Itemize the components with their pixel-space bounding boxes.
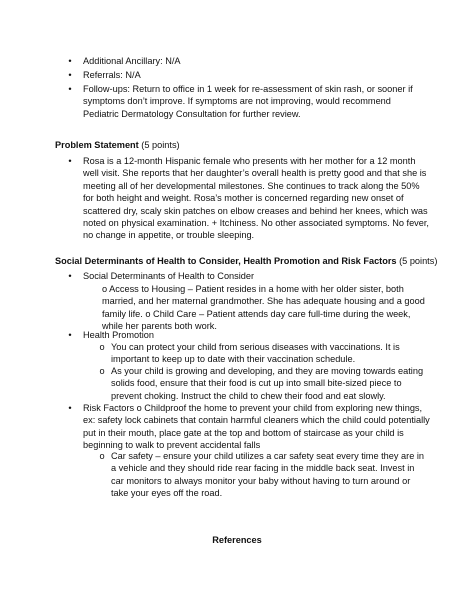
sub-bullet: o	[99, 342, 105, 352]
bullet: •	[68, 70, 72, 80]
list-item: Additional Ancillary: N/A	[83, 56, 181, 66]
references-heading: References	[212, 535, 262, 545]
bullet: •	[68, 271, 72, 281]
problem-text: Rosa is a 12-month Hispanic female who presents with her mother for a 12 month well visit. She reports that her daughter’s overall health is pretty good and that she is meeting all of her developmental milestones. She continues to track along the 50% for both height and weight. Rosa’s mother is concerned regarding new onset of scattered dry, scaly skin patches on elbow creases and behind her knees, which was noted on physical examination. + Itchiness. No other associated symptoms. No fever, no change in appetite, or trouble sleeping.	[83, 156, 429, 241]
sub-bullet: o	[99, 451, 105, 461]
problem-heading-title: Problem Statement	[55, 140, 139, 150]
health-promotion-label: Health Promotion	[83, 330, 154, 340]
list-item: Follow-ups: Return to office in 1 week for re-assessment of skin rash, or sooner if symptoms don’t improve. If symptoms are not improving, would recommend Pediatric Dermatology Consultation for further review.	[83, 84, 413, 119]
list-item: Referrals: N/A	[83, 70, 141, 80]
bullet: •	[68, 156, 72, 166]
bullet: •	[68, 56, 72, 66]
sdoh-heading	[55, 255, 465, 267]
health-promotion-text: As your child is growing and developing, and they are moving towards eating solids food, ensure that their food is cut up into small bite-sized piece to prevent choking. Instruct the child to chew their food and eat slowly.	[111, 366, 424, 401]
problem-heading	[55, 139, 180, 151]
health-promotion-text: You can protect your child from serious diseases with vaccinations. It is important to keep up to date with their vaccination schedule.	[111, 342, 400, 365]
bullet: •	[68, 330, 72, 340]
problem-heading-points: (5 points)	[141, 140, 180, 150]
bullet: •	[68, 403, 72, 413]
risk-factors-text: Car safety – ensure your child utilizes a car safety seat every time they are in a vehicle and they should ride rear facing in the middle back seat. Invest in car monitors to always monitor your baby without having to turn around or take your eyes off the road.	[111, 451, 425, 499]
sdoh-item-label: Social Determinants of Health to Consider	[83, 271, 255, 281]
sdoh-item-text: o Access to Housing – Patient resides in a home with her older sister, both married, and her maternal grandmother. She has adequate housing and a good family life. o Child Care – Patient attends day care full-time during the week, while her parents both work.	[102, 284, 425, 332]
risk-factors-text: Risk Factors o Childproof the home to prevent your child from exploring new things, ex: safety lock cabinets that contain harmful cleaners which the child could potentially put in their mouth, place gate at the top and bottom of staircase as your child is beginning to walk to prevent accidental falls	[83, 403, 430, 451]
sdoh-heading-title: Social Determinants of Health to Consider, Health Promotion and Risk Factors	[55, 256, 397, 266]
sub-bullet: o	[99, 366, 105, 376]
bullet: •	[68, 84, 72, 94]
sdoh-heading-points: (5 points)	[399, 256, 438, 266]
